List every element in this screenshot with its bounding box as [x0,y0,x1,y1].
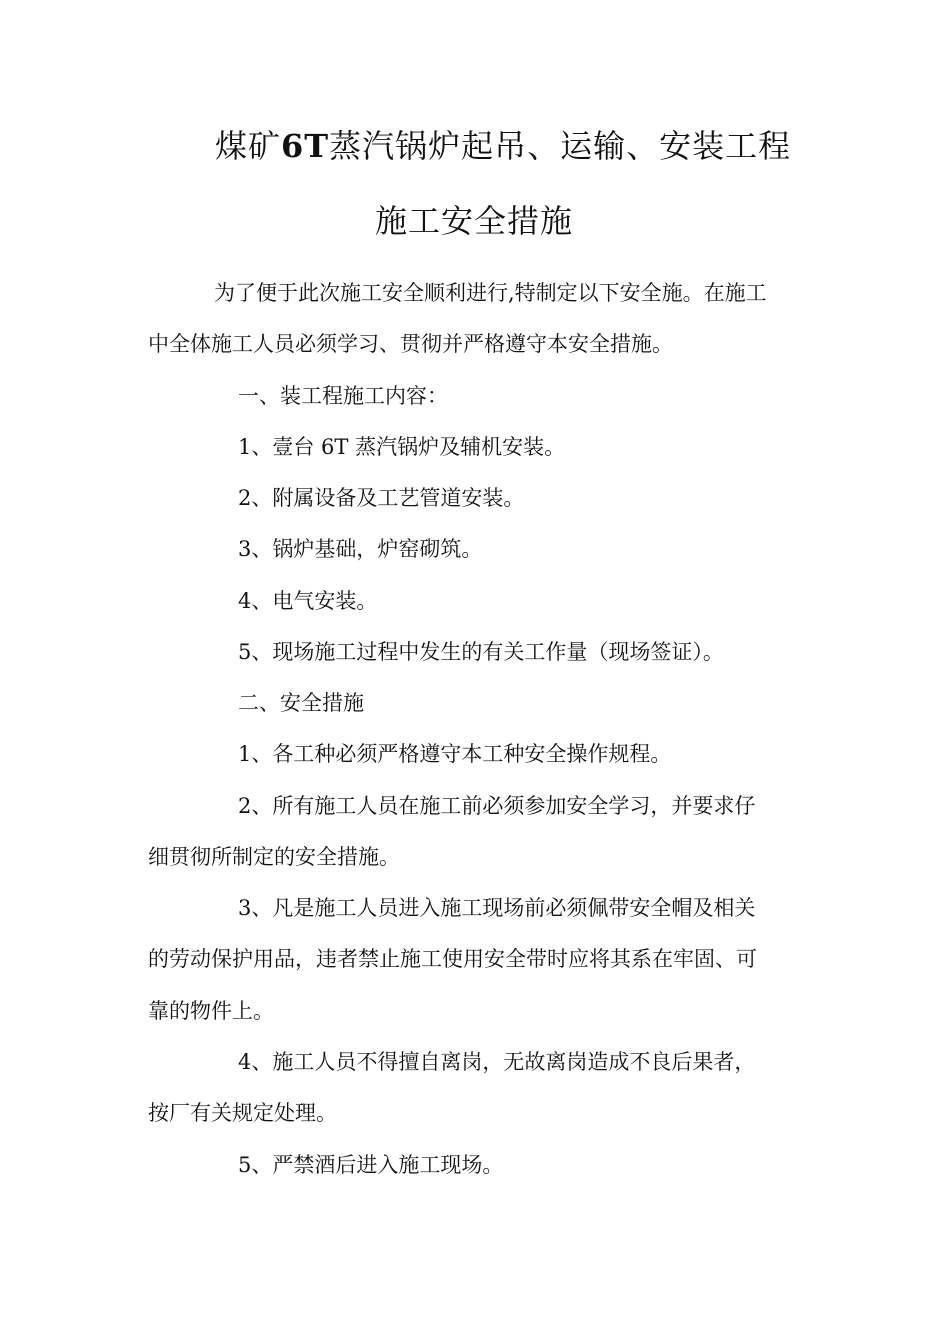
section2-item-3-line-1: 3、凡是施工人员进入施工现场前必须佩带安全帽及相关 [238,896,756,920]
section1-item-1: 1、壹台 6T 蒸汽锅炉及辅机安装。 [238,435,566,459]
title-suffix: 蒸汽锅炉起吊、运输、安装工程 [329,127,792,165]
section2-item-1: 1、各工种必须严格遵守本工种安全操作规程。 [238,742,672,766]
section2-item-3-line-2: 的劳动保护用品，违者禁止施工使用安全带时应将其系在牢固、可 [148,947,757,971]
section2-item-2-line-1: 2、所有施工人员在施工前必须参加安全学习，并要求仔 [238,794,756,818]
section2-item-3-line-3: 靠的物件上。 [148,999,274,1023]
title-bold-model: 6T [281,127,330,165]
section1-item-2: 2、附属设备及工艺管道安装。 [238,486,525,510]
title-prefix: 煤矿 [215,127,282,165]
section1-item-5: 5、现场施工过程中发生的有关工作量（现场签证）。 [238,640,724,664]
section2-heading: 二、安全措施 [238,691,364,715]
section1-item-4: 4、电气安装。 [238,589,378,613]
section1-heading: 一、装工程施工内容： [238,384,448,408]
intro-line-2: 中全体施工人员必须学习、贯彻并严格遵守本安全措施。 [148,332,673,356]
section2-item-4-line-1: 4、施工人员不得擅自离岗，无故离岗造成不良后果者， [238,1050,756,1074]
section2-item-2-line-2: 细贯彻所制定的安全措施。 [148,845,400,869]
section1-item-3: 3、锅炉基础，炉窑砌筑。 [238,537,483,561]
document-title-line2: 施工安全措施 [375,202,574,240]
section2-item-5: 5、严禁酒后进入施工现场。 [238,1153,504,1177]
section2-item-4-line-2: 按厂有关规定处理。 [148,1101,337,1125]
intro-line-1: 为了便于此次施工安全顺利进行,特制定以下安全施。在施工 [214,281,767,305]
document-title-line1 [215,126,791,166]
